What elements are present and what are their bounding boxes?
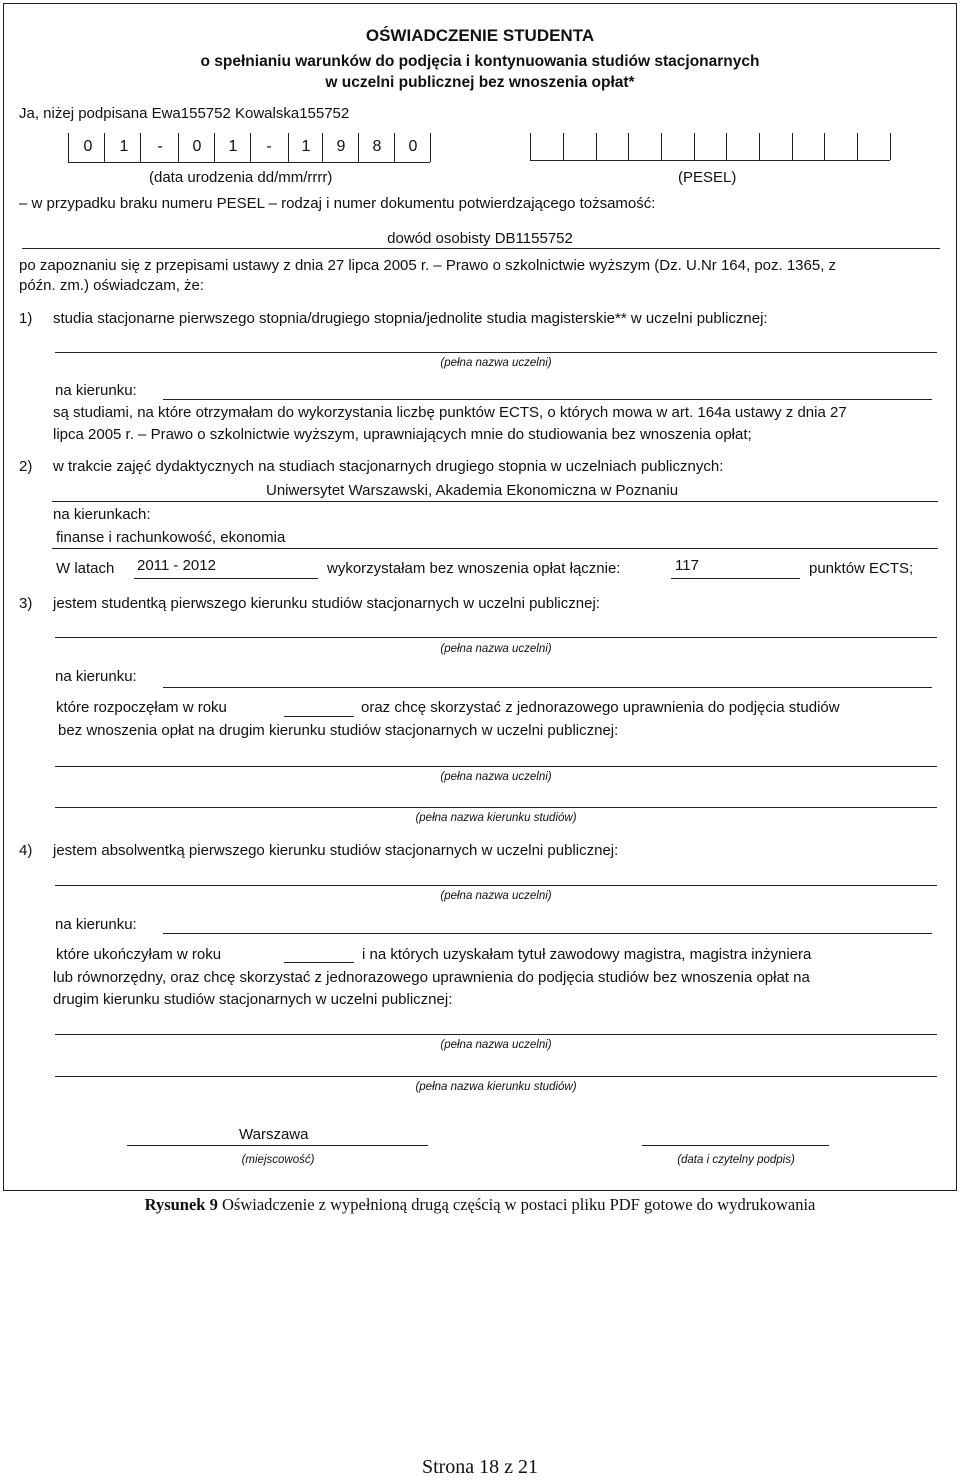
field-line-3 (163, 687, 932, 688)
field-line-3b (55, 807, 937, 808)
birth-digit: 8 (372, 138, 382, 155)
point-2-text: w trakcie zajęć dydaktycznych na studiach stacjonarnych drugiego stopnia w uczelniach publicznych: (53, 458, 724, 475)
form-subtitle-2: w uczelni publicznej bez wnoszenia opłat* (325, 74, 635, 91)
intro-line-2: późn. zm.) oświadczam, że: (19, 277, 205, 294)
birth-digit: 9 (336, 138, 346, 155)
intro-line-1: po zapoznaniu się z przepisami ustawy z dnia 27 lipca 2005 r. – Prawo o szkolnictwie wyższym (Dz. U.Nr 164, poz. 1365, z (19, 257, 837, 274)
fields-label: na kierunkach: (53, 506, 151, 523)
no-pesel-text: – w przypadku braku numeru PESEL – rodzaj i numer dokumentu potwierdzającego tożsamość: (19, 195, 656, 212)
field-line-4b (55, 1076, 937, 1077)
birth-digit: 0 (192, 138, 202, 155)
signature-caption: (data i czytelny podpis) (677, 1154, 795, 1166)
point-3-cont-1: oraz chcę skorzystać z jednorazowego uprawnienia do podjęcia studiów (361, 699, 840, 716)
place-caption: (miejscowość) (241, 1154, 315, 1166)
university-line-4 (55, 885, 937, 886)
university-caption-4: (pełna nazwa uczelni) (440, 890, 552, 902)
signature-line (642, 1145, 829, 1146)
point-2-number: 2) (19, 458, 33, 475)
birth-digit: 1 (301, 138, 311, 155)
birth-digit: 1 (119, 138, 129, 155)
point-3-number: 3) (19, 595, 33, 612)
place-line (127, 1145, 428, 1146)
point-1-text: studia stacjonarne pierwszego stopnia/drugiego stopnia/jednolite studia magisterskie** w uczelni publicznej: (53, 310, 768, 327)
birth-digit: 0 (408, 138, 418, 155)
university-caption-3b: (pełna nazwa uczelni) (440, 771, 552, 783)
point-4-cont-2: lub równorzędny, oraz chcę skorzystać z jednorazowego uprawnienia do podjęcia studiów bez wnoszenia opłat na (53, 969, 810, 986)
form-title: OŚWIADCZENIE STUDENTA (365, 26, 595, 45)
fields-value: finanse i rachunkowość, ekonomia (56, 529, 286, 546)
universities-line (52, 501, 938, 502)
years-line (134, 578, 318, 579)
field-caption-3: (pełna nazwa kierunku studiów) (415, 812, 577, 824)
form-subtitle-1: o spełnianiu warunków do podjęcia i kontynuowania studiów stacjonarnych (200, 53, 760, 70)
started-year-line (284, 716, 354, 717)
field-label-3: na kierunku: (55, 668, 137, 685)
point-1-number: 1) (19, 310, 33, 327)
signer-line: Ja, niżej podpisana Ewa155752 Kowalska155752 (19, 105, 350, 122)
university-line-3b (55, 766, 937, 767)
birth-digit: 0 (83, 138, 93, 155)
field-line-1 (163, 399, 932, 400)
point-4-text: jestem absolwentką pierwszego kierunku studiów stacjonarnych w uczelni publicznej: (53, 842, 619, 859)
universities-value: Uniwersytet Warszawski, Akademia Ekonomiczna w Poznaniu (266, 482, 679, 499)
birth-digit: 1 (228, 138, 238, 155)
point-3-cont-2: bez wnoszenia opłat na drugim kierunku studiów stacjonarnych w uczelni publicznej: (58, 722, 619, 739)
university-line-3 (55, 637, 937, 638)
birth-date-label: (data urodzenia dd/mm/rrrr) (149, 169, 333, 186)
point-4-cont-1: i na których uzyskałam tytuł zawodowy magistra, magistra inżyniera (362, 946, 812, 963)
years-label: W latach (56, 560, 115, 577)
used-ects-text: wykorzystałam bez wnoszenia opłat łącznie: (327, 560, 621, 577)
ects-points-label: punktów ECTS; (809, 560, 914, 577)
birth-separator: - (157, 138, 163, 155)
pesel-label: (PESEL) (678, 169, 737, 186)
finished-year-line (284, 962, 354, 963)
point-4-cont-3: drugim kierunku studiów stacjonarnych w uczelni publicznej: (53, 991, 453, 1008)
figure-caption (0, 1195, 960, 1215)
place-value: Warszawa (239, 1126, 309, 1143)
field-label-1: na kierunku: (55, 382, 137, 399)
ects-points-value: 117 (675, 557, 699, 574)
field-label-4: na kierunku: (55, 916, 137, 933)
point-3-text: jestem studentką pierwszego kierunku studiów stacjonarnych w uczelni publicznej: (53, 595, 600, 612)
birth-separator: - (266, 138, 272, 155)
figure-caption-label: Rysunek 9 (144, 1195, 218, 1214)
started-year-label: które rozpoczęłam w roku (56, 699, 227, 716)
university-caption-1: (pełna nazwa uczelni) (440, 357, 552, 369)
id-document-value: dowód osobisty DB1155752 (387, 230, 573, 247)
figure-caption-text: Oświadczenie z wypełnioną drugą częścią w postaci pliku PDF gotowe do wydrukowania (217, 1195, 816, 1214)
years-value: 2011 - 2012 (137, 557, 216, 574)
fields-line (52, 548, 938, 549)
ects-points-line (671, 578, 800, 579)
university-caption-3: (pełna nazwa uczelni) (440, 643, 552, 655)
university-line-1 (55, 352, 937, 353)
point-4-number: 4) (19, 842, 33, 859)
university-line-4b (55, 1034, 937, 1035)
id-document-line (22, 248, 940, 249)
university-caption-4b: (pełna nazwa uczelni) (440, 1039, 552, 1051)
page-number: Strona 18 z 21 (421, 1456, 539, 1478)
field-line-4 (163, 933, 932, 934)
point-1-cont-2: lipca 2005 r. – Prawo o szkolnictwie wyższym, uprawniających mnie do studiowania bez wnoszenia opłat; (53, 426, 752, 443)
finished-year-label: które ukończyłam w roku (56, 946, 222, 963)
field-caption-4: (pełna nazwa kierunku studiów) (415, 1081, 577, 1093)
point-1-cont-1: są studiami, na które otrzymałam do wykorzystania liczbę punktów ECTS, o których mowa w art. 164a ustawy z dnia 27 (53, 404, 847, 421)
